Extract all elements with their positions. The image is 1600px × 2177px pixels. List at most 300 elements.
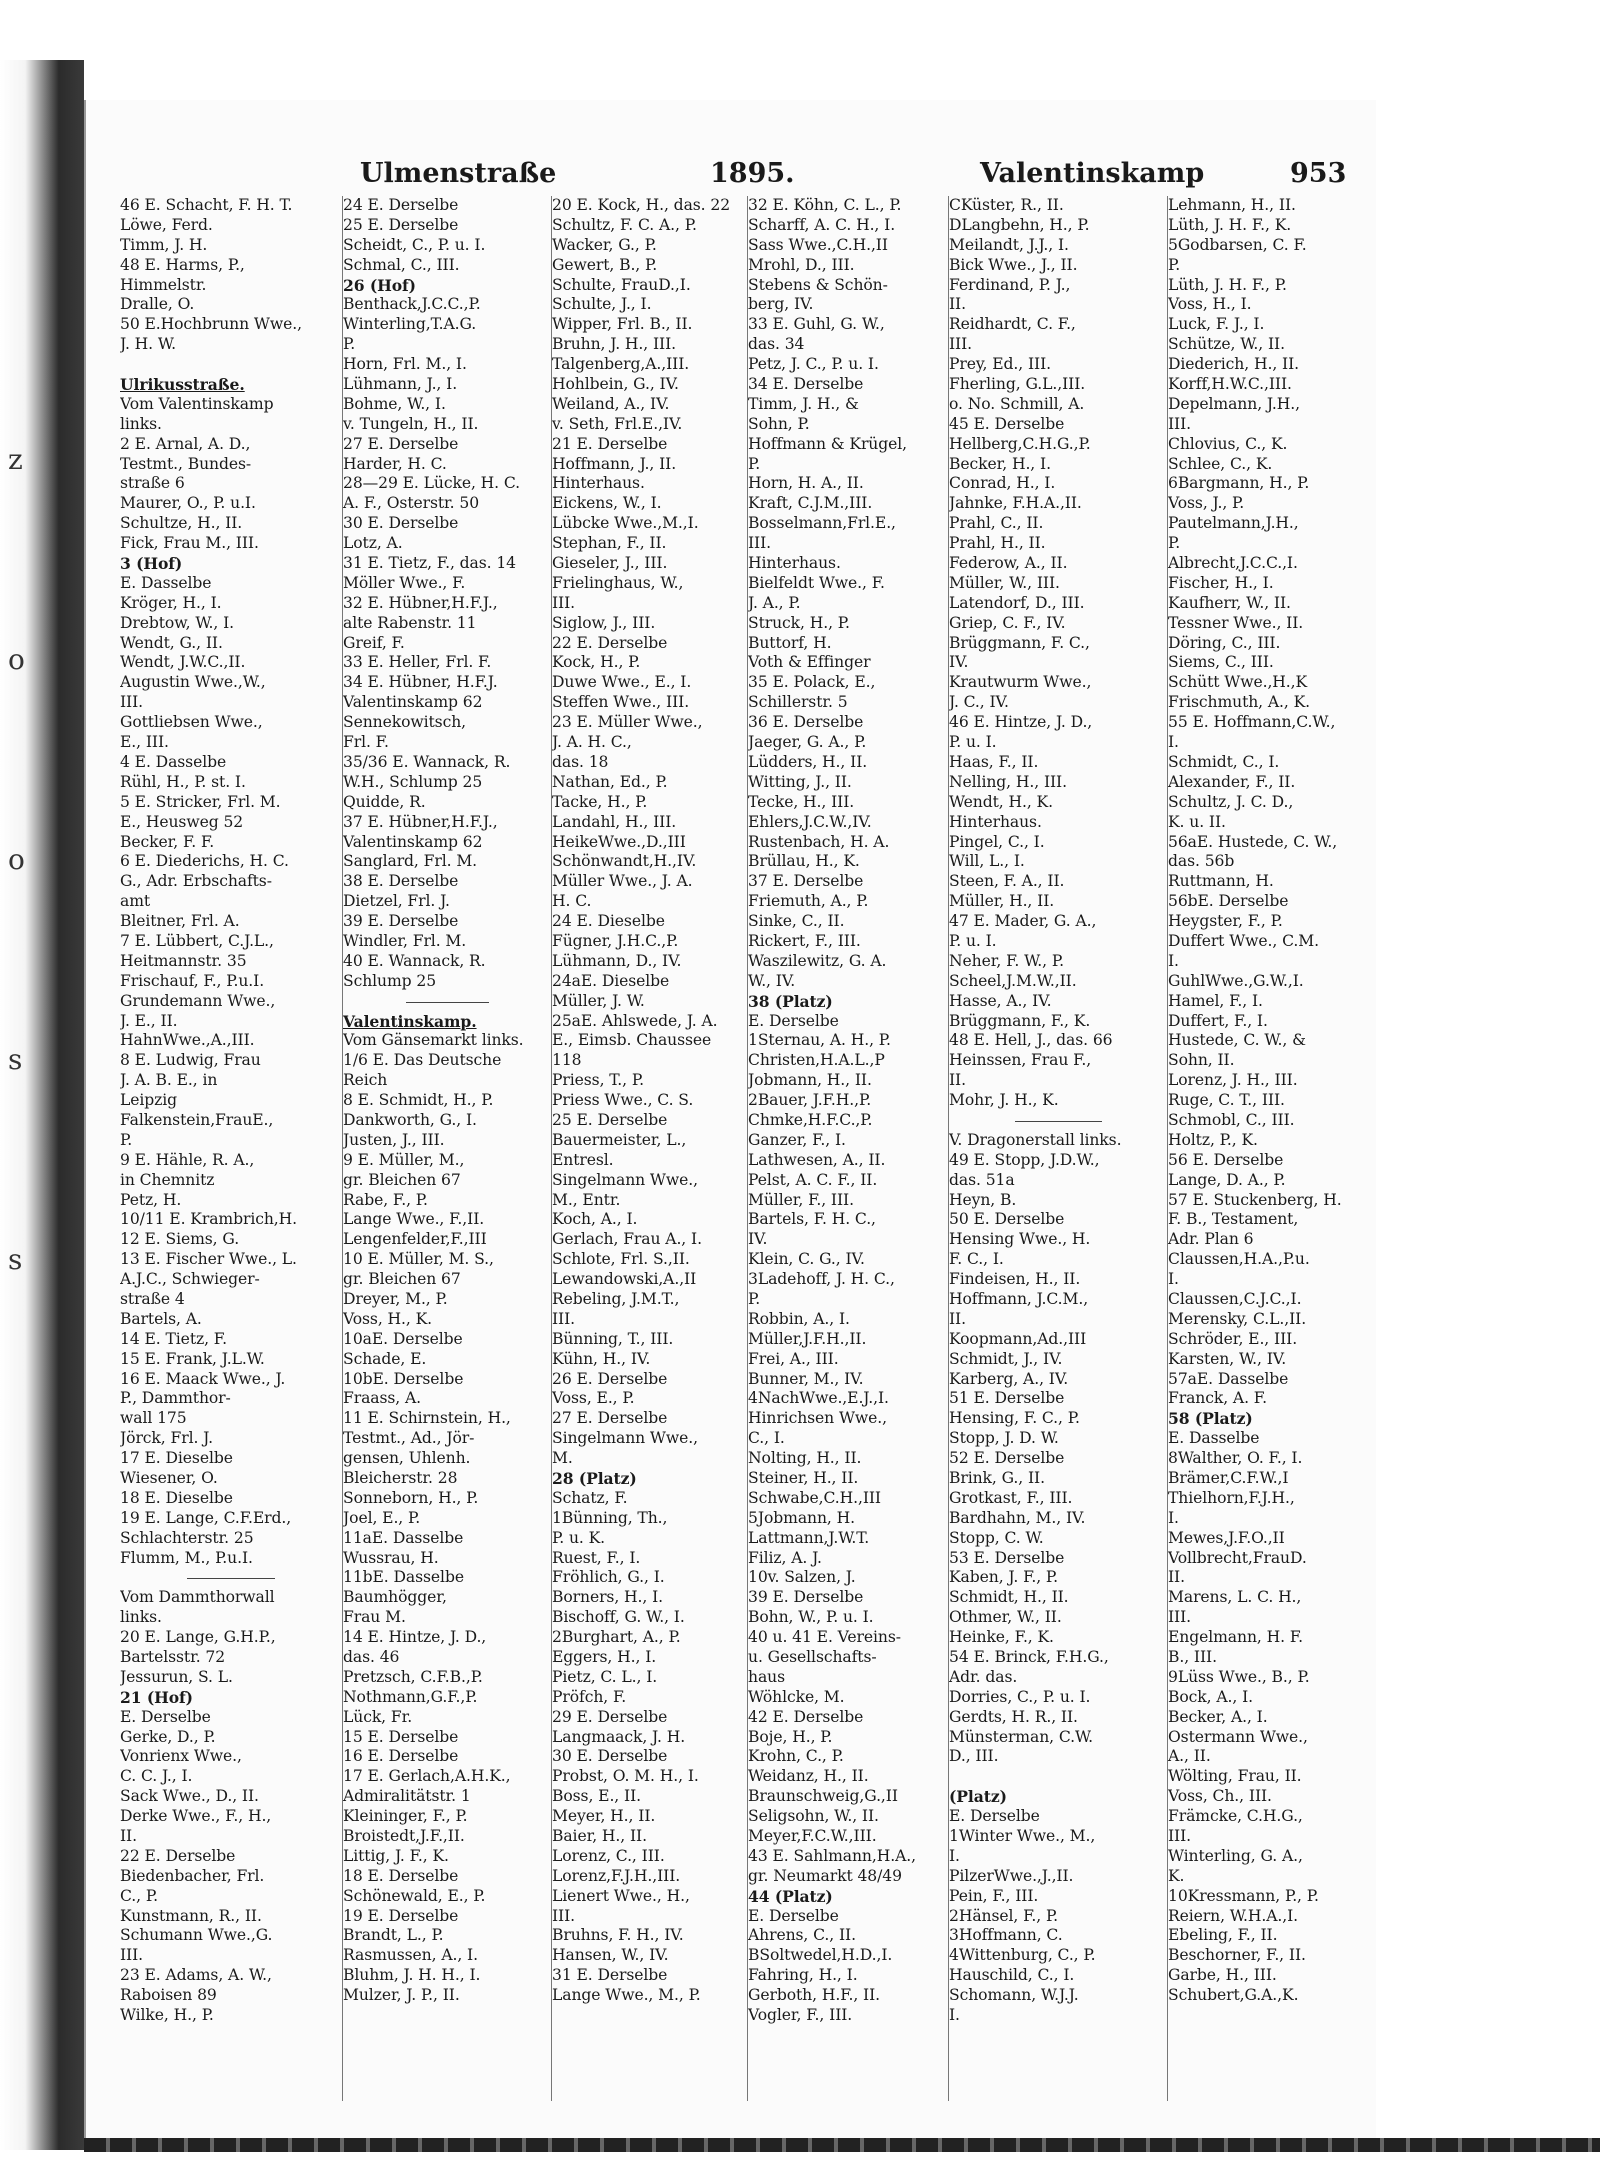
directory-entry: 26 (Hof) [343,275,416,295]
directory-entry: Steen, F. A., II. [949,872,1065,891]
directory-entry: 1/6 E. Das Deutsche [343,1051,502,1070]
directory-entry: 56bE. Derselbe [1168,892,1289,911]
directory-entry: 32 E. Köhn, C. L., P. [748,196,902,214]
directory-entry: Rebeling, J.M.T., [552,1289,680,1308]
directory-entry: Nathan, Ed., P. [552,772,668,791]
directory-entry: Duffert, F., I. [1168,1011,1268,1030]
directory-entry: Weidanz, H., II. [748,1767,869,1786]
directory-entry: Scheidt, C., P. u. I. [343,235,486,254]
directory-entry: J. A. H. C., [552,733,632,752]
directory-entry: P., Dammthor- [120,1389,231,1408]
directory-entry: Gerboth, H.F., II. [748,1986,881,2005]
directory-entry: Weiland, A., IV. [552,394,670,413]
directory-entry: Talgenberg,A.,III. [552,355,690,374]
directory-entry: 20 E. Lange, G.H.P., [120,1628,276,1647]
directory-entry: Fischer, H., I. [1168,573,1274,592]
directory-entry: Tecke, H., III. [748,792,855,811]
directory-entry: 4NachWwe.,E.J.,I. [748,1389,889,1408]
directory-entry: 42 E. Derselbe [748,1707,864,1726]
directory-entry: Eickens, W., I. [552,494,662,513]
directory-entry: Valentinskamp 62 [343,832,483,851]
directory-entry: Sohn, P. [748,414,810,433]
directory-entry: I. [1168,951,1179,970]
directory-entry: 43 E. Sahlmann,H.A., [748,1846,916,1865]
directory-entry: Ganzer, F., I. [748,1130,846,1149]
directory-entry: Hensing Wwe., H. [949,1230,1091,1249]
directory-entry: amt [120,892,151,911]
directory-entry: Lange Wwe., M., P. [552,1986,701,2005]
directory-entry: Kraft, C.J.M.,III. [748,494,873,513]
directory-entry: Testmt., Ad., Jör- [343,1429,475,1448]
directory-entry: P. u. I. [949,733,997,752]
directory-entry: 1Bünning, Th., [552,1508,668,1527]
margin-char: z [8,443,23,476]
directory-entry: Nelling, H., III. [949,772,1067,791]
directory-entry: P. [120,1130,133,1149]
directory-entry: Timm, J. H. [120,235,208,254]
directory-entry: Merensky, C.L.,II. [1168,1309,1307,1328]
directory-entry: 10v. Salzen, J. [748,1568,856,1587]
directory-entry: 35/36 E. Wannack, R. [343,752,511,771]
directory-entry: Pautelmann,J.H., [1168,514,1299,533]
directory-entry: gr. Bleichen 67 [343,1270,461,1289]
directory-entry: 51 E. Derselbe [949,1389,1065,1408]
directory-entry: Himmelstr. [120,275,207,294]
directory-entry: Baumhögger, [343,1588,447,1607]
directory-entry: Lorenz, J. H., III. [1168,1071,1298,1090]
directory-entry: Schmidt, J., IV. [949,1349,1063,1368]
directory-entry: Gerke, D., P. [120,1727,216,1746]
directory-entry: Conrad, H., I. [949,474,1056,493]
directory-entry: 1Sternau, A. H., P. [748,1031,891,1050]
directory-entry: Luck, F. J., I. [1168,315,1265,334]
directory-entry: Bock, A., I. [1168,1687,1253,1706]
directory-entry: Jobmann, H., II. [748,1071,872,1090]
directory-entry: 45 E. Derselbe [949,414,1065,433]
directory-entry: PilzerWwe.,J.,II. [949,1866,1074,1885]
directory-entry: 34 E. Derselbe [748,375,864,394]
directory-entry: 21 (Hof) [120,1687,193,1707]
directory-entry: Schwabe,C.H.,III [748,1488,881,1507]
directory-entry: Wendt, H., K. [949,792,1053,811]
directory-entry: Bartels, F. H. C., [748,1210,876,1229]
directory-entry: 19 E. Lange, C.F.Erd., [120,1508,292,1527]
directory-entry: Becker, F. F. [120,832,215,851]
directory-entry: G., Adr. Erbschafts- [120,872,272,891]
directory-entry: Schade, E. [343,1349,427,1368]
directory-entry: gr. Bleichen 67 [343,1170,461,1189]
directory-entry: III. [120,693,144,712]
directory-entry: III. [120,1946,144,1965]
directory-entry: Chlovius, C., K. [1168,434,1288,453]
directory-entry: Fick, Frau M., III. [120,534,259,553]
directory-entry: Jahnke, F.H.A.,II. [949,494,1082,513]
directory-entry: 11 E. Schirnstein, H., [343,1409,511,1428]
directory-entry: 9 E. Müller, M., [343,1150,465,1169]
directory-entry: 18 E. Dieselbe [120,1488,233,1507]
directory-entry: Schmidt, H., II. [949,1588,1069,1607]
directory-entry: Lühmann, J., I. [343,375,458,394]
directory-entry: Entresl. [552,1150,614,1169]
directory-entry: Bleicherstr. 28 [343,1469,458,1487]
directory-entry: III. [1168,414,1192,433]
directory-entry: Siems, C., III. [1168,653,1274,672]
directory-entry: Borners, H., I. [552,1588,664,1607]
directory-entry: Lehmann, H., II. [1168,196,1296,214]
directory-entry: C. C. J., I. [120,1767,193,1786]
directory-entry: A., II. [1168,1747,1211,1766]
directory-entry: 19 E. Derselbe [343,1906,459,1925]
directory-entry: Petz, H. [120,1190,182,1209]
directory-entry: Wendt, J.W.C.,II. [120,653,246,672]
directory-entry: Greif, F. [343,633,405,652]
right-street-title: Valentinskamp [980,158,1205,189]
directory-entry: Sass Wwe.,C.H.,II [748,235,888,254]
directory-entry: Biedenbacher, Frl. [120,1866,265,1885]
directory-entry: 33 E. Heller, Frl. F. [343,653,492,672]
directory-entry: 31 E. Tietz, F., das. 14 [343,554,517,573]
directory-entry: Braunschweig,G.,II [748,1787,898,1806]
directory-entry: Will, L., I. [949,852,1025,871]
directory-entry: 33 E. Guhl, G. W., [748,315,885,334]
directory-entry: 57 E. Stuckenberg, H. [1168,1190,1342,1209]
directory-entry: das. 46 [343,1648,400,1667]
directory-entry: M., Entr. [552,1190,621,1209]
directory-entry: Schlote, Frl. S.,II. [552,1250,690,1269]
section-divider [949,1111,1168,1131]
directory-entry: Boje, H., P. [748,1727,833,1746]
directory-entry: 10aE. Derselbe [343,1329,463,1348]
directory-entry: Pretzsch, C.F.B.,P. [343,1667,483,1686]
directory-entry: 3Hoffmann, C. [949,1926,1063,1945]
directory-entry: 21 E. Derselbe [552,434,668,453]
directory-entry: 17 E. Gerlach,A.H.K., [343,1767,511,1786]
directory-entry: Rasmussen, A., I. [343,1946,478,1965]
directory-entry: Duwe Wwe., E., I. [552,673,692,692]
directory-entry: gr. Neumarkt 48/49 [748,1866,902,1885]
directory-entry: Lüdders, H., II. [748,752,868,771]
directory-entry: 25 E. Derselbe [552,1110,668,1129]
directory-entry: Lorenz, C., III. [552,1846,665,1865]
directory-entry: P. [1168,534,1181,553]
directory-entry: Baier, H., II. [552,1827,647,1846]
directory-entry: Franck, A. F. [1168,1389,1267,1408]
directory-entry: HeikeWwe.,D.,III [552,832,686,851]
directory-entry: Testmt., Bundes- [120,454,252,473]
directory-entry: Tacke, H., P. [552,792,648,811]
directory-entry: 118 [552,1051,582,1070]
directory-entry: Heinke, F., K. [949,1628,1054,1647]
directory-entry: Heitmannstr. 35 [120,951,247,970]
directory-entry: Lüth, J. H. F., K. [1168,215,1292,234]
directory-entry: 23 E. Müller Wwe., [552,713,703,732]
directory-entry: 56 E. Derselbe [1168,1150,1284,1169]
directory-entry: Alexander, F., II. [1168,772,1296,791]
directory-entry: Jessurun, S. L. [120,1667,233,1686]
directory-entry: Stopp, C. W. [949,1528,1044,1547]
directory-entry: Beschorner, F., II. [1168,1946,1306,1965]
directory-entry: Kröger, H., I. [120,593,222,612]
directory-entry: 50 E.Hochbrunn Wwe., [120,315,302,334]
directory-entry: Vom Valentinskamp [120,394,274,413]
directory-entry: Rabe, F., P. [343,1190,428,1209]
directory-entry: 6 E. Diederichs, H. C. [120,852,289,871]
directory-entry: Dralle, O. [120,295,195,314]
directory-entry: Robbin, A., I. [748,1309,850,1328]
directory-entry: 36 E. Derselbe [748,713,864,732]
directory-entry: Langmaack, J. H. [552,1727,686,1746]
directory-entry: Fherling, G.L.,III. [949,375,1086,394]
scan-bottom-edge [84,2138,1600,2152]
section-divider [343,992,552,1012]
directory-entry: Horn, H. A., II. [748,474,864,493]
directory-entry [120,355,342,375]
directory-entry: 15 E. Derselbe [343,1727,459,1746]
directory-entry: Voss, H., K. [343,1309,433,1328]
directory-entry: Schmidt, C., I. [1168,752,1280,771]
directory-entry: 8Walther, O. F., I. [1168,1449,1303,1468]
directory-entry: Adr. Plan 6 [1168,1230,1254,1249]
directory-entry: 58 (Platz) [1168,1409,1253,1429]
directory-entry: HahnWwe.,A.,III. [120,1031,255,1050]
directory-entry: J. E., II. [120,1011,178,1030]
directory-entry: Steiner, H., II. [748,1469,859,1487]
directory-entry: Quidde, R. [343,792,426,811]
directory-entry: Meilandt, J.J., I. [949,235,1069,254]
directory-entry: 26 E. Derselbe [552,1369,668,1388]
directory-entry: Wipper, Frl. B., II. [552,315,693,334]
directory-entry: Becker, A., I. [1168,1707,1268,1726]
directory-entry: Priess, T., P. [552,1071,644,1090]
directory-entry: Reidhardt, C. F., [949,315,1076,334]
directory-entry: 28—29 E. Lücke, H. C. [343,474,520,493]
directory-entry: Ostermann Wwe., [1168,1727,1308,1746]
directory-entry: Haas, F., II. [949,752,1039,771]
directory-entry: 40 E. Wannack, R. [343,951,486,970]
directory-entry: Hansen, W., IV. [552,1946,669,1965]
directory-entry: Hinterhaus. [949,812,1042,831]
directory-entry: Valentinskamp 62 [343,693,483,712]
directory-entry: Schatz, F. [552,1488,628,1507]
directory-entry: 4Wittenburg, C., P. [949,1946,1096,1965]
directory-entry: Engelmann, H. F. [1168,1628,1303,1647]
directory-entry: Bielfeldt Wwe., F. [748,573,885,592]
directory-entry: Christen,H.A.L.,P [748,1051,885,1070]
directory-entry: in Chemnitz [120,1170,215,1189]
directory-entry: 13 E. Fischer Wwe., L. [120,1250,297,1269]
directory-entry: Thielhorn,F.J.H., [1168,1488,1295,1507]
directory-entry: Karsten, W., IV. [1168,1349,1287,1368]
directory-entry: Scharff, A. C. H., I. [748,215,896,234]
directory-entry: Bluhm, J. H. H., I. [343,1966,481,1985]
directory-entry: wall 175 [120,1409,187,1428]
directory-entry: Lotz, A. [343,534,403,553]
directory-entry: alte Rabenstr. 11 [343,613,477,632]
directory-entry: Leipzig [120,1091,178,1110]
directory-entry: W.H., Schlump 25 [343,772,483,791]
directory-entry: Dreyer, M., P. [343,1289,448,1308]
directory-entry: 30 E. Derselbe [552,1747,668,1766]
directory-entry: das. 56b [1168,852,1235,871]
directory-entry: D., III. [949,1747,999,1766]
directory-entry: 20 E. Kock, H., das. 22 [552,196,731,214]
directory-entry: Lüth, J. H. F., P. [1168,275,1287,294]
directory-entry: P. [1168,255,1181,274]
directory-entry: Dorries, C., P. u. I. [949,1687,1091,1706]
directory-entry: Gerdts, H. R., II. [949,1707,1078,1726]
directory-entry: E. Dasselbe [1168,1429,1260,1448]
directory-entry: Müller, H., II. [949,892,1055,911]
directory-entry: Grotkast, F., III. [949,1488,1073,1507]
directory-entry: Sohn, II. [1168,1051,1235,1070]
directory-entry: Claussen,C.J.C.,I. [1168,1289,1302,1308]
directory-entry: Becker, H., I. [949,454,1051,473]
directory-entry: Raboisen 89 [120,1986,217,2005]
directory-entry: Brüggmann, F. C., [949,633,1090,652]
directory-entry: Kaufherr, W., II. [1168,593,1291,612]
directory-entry: Müller, F., III. [748,1190,854,1209]
directory-entry: 11aE. Dasselbe [343,1528,464,1547]
directory-entry: Bosselmann,Frl.E., [748,514,896,533]
directory-entry: 24 E. Dieselbe [552,912,665,931]
directory-entry: 56aE. Hustede, C. W., [1168,832,1338,851]
directory-entry: 28 (Platz) [552,1469,637,1488]
directory-entry: 46 E. Schacht, F. H. T. [120,196,293,214]
directory-entry: Grundemann Wwe., [120,991,276,1010]
directory-entry: Griep, C. F., IV. [949,613,1066,632]
directory-entry: Nolting, H., II. [748,1449,862,1468]
directory-entry [949,1767,1168,1787]
directory-column-1 [120,196,342,2101]
directory-entry: Lühmann, D., IV. [552,951,682,970]
directory-entry: Buttorf, H. [748,633,832,652]
directory-entry: Littig, J. F., K. [343,1846,449,1865]
directory-entry: E. Derselbe [748,1011,839,1030]
directory-entry: 39 E. Derselbe [748,1588,864,1607]
directory-entry: straße 6 [120,474,185,493]
directory-entry: Sonneborn, H., P. [343,1488,479,1507]
directory-entry: Schröder, E., III. [1168,1329,1298,1348]
directory-entry: Scheel,J.M.W.,II. [949,971,1077,990]
directory-entry: J. A. B. E., in [120,1071,218,1090]
directory-entry: P. [343,335,356,354]
directory-entry: Hohlbein, G., IV. [552,375,679,394]
directory-entry: Sack Wwe., D., II. [120,1787,259,1806]
directory-entry: 55 E. Hoffmann,C.W., [1168,713,1336,732]
directory-entry: III. [552,1906,576,1925]
directory-entry: Depelmann, J.H., [1168,394,1300,413]
directory-entry: 27 E. Derselbe [552,1409,668,1428]
directory-entry: Bick Wwe., J., II. [949,255,1078,274]
directory-entry: 10 E. Müller, M. S., [343,1250,494,1269]
directory-entry: Kunstmann, R., II. [120,1906,262,1925]
directory-entry: 3 (Hof) [120,554,183,574]
directory-entry: Brüllau, H., K. [748,852,860,871]
directory-entry: 40 u. 41 E. Vereins- [748,1628,901,1647]
directory-entry: Meyer,F.C.W.,III. [748,1827,877,1846]
directory-entry: 49 E. Stopp, J.D.W., [949,1150,1100,1169]
directory-entry: Broistedt,J.F.,II. [343,1827,465,1846]
directory-entry: Schubert,G.A.,K. [1168,1986,1299,2005]
directory-entry: Hinterhaus. [748,554,841,573]
directory-entry: III. [552,593,576,612]
directory-entry: I. [949,2006,960,2025]
directory-entry: Klein, C. G., IV. [748,1250,865,1269]
directory-entry: 11bE. Dasselbe [343,1568,464,1587]
directory-entry: das. 51a [949,1170,1015,1189]
directory-entry: P. u. K. [552,1528,606,1547]
directory-entry: Bleitner, Frl. A. [120,912,240,931]
directory-entry: Hauschild, C., I. [949,1966,1075,1985]
directory-entry: E., III. [120,733,169,752]
directory-entry: links. [120,1608,162,1627]
directory-entry: Federow, A., II. [949,554,1068,573]
directory-entry: 37 E. Derselbe [748,872,864,891]
directory-entry: 15 E. Frank, J.L.W. [120,1349,265,1368]
directory-entry: Müller,J.F.H.,II. [748,1329,867,1348]
page-header [360,158,1347,198]
directory-entry: Bohme, W., I. [343,394,446,413]
directory-entry: Lathwesen, A., II. [748,1150,886,1169]
directory-entry: Wölting, Frau, II. [1168,1767,1302,1786]
directory-entry: 34 E. Hübner, H.F.J. [343,673,498,692]
directory-entry: Frau M. [343,1608,406,1627]
directory-entry: Hinterhaus. [552,474,645,493]
directory-entry: 10/11 E. Krambrich,H. [120,1210,297,1229]
directory-entry: Vollbrecht,FrauD. [1168,1548,1307,1567]
directory-entry: Probst, O. M. H., I. [552,1767,699,1786]
directory-entry: II. [949,295,966,314]
directory-entry: II. [120,1827,137,1846]
directory-entry: Prahl, C., II. [949,514,1044,533]
directory-entry: Ahrens, C., II. [748,1926,856,1945]
directory-entry: Windler, Frl. M. [343,931,467,950]
directory-entry: Schönewald, E., P. [343,1886,486,1905]
directory-entry: Krohn, C., P. [748,1747,844,1766]
directory-entry: Timm, J. H., & [748,394,859,413]
directory-entry: Singelmann Wwe., [552,1170,698,1189]
directory-entry: E. Derselbe [748,1906,839,1925]
directory-entry: Pein, F., III. [949,1886,1039,1905]
directory-entry: 7 E. Lübbert, C.J.L., [120,931,274,950]
directory-entry: B., III. [1168,1648,1217,1667]
directory-entry: Prey, Ed., III. [949,355,1051,374]
directory-entry: Meyer, H., II. [552,1807,656,1826]
directory-entry: Othmer, W., II. [949,1608,1062,1627]
directory-entry: DLangbehn, H., P. [949,215,1090,234]
directory-entry: 38 E. Derselbe [343,872,459,891]
directory-entry: Schomann, W.J.J. [949,1986,1079,2005]
directory-entry: Schlachterstr. 25 [120,1528,254,1547]
directory-entry: W., IV. [748,971,796,990]
directory-entry: Adr. das. [949,1667,1018,1686]
directory-entry: Müller Wwe., J. A. [552,872,693,891]
directory-entry: Drebtow, W., I. [120,613,235,632]
directory-entry: 46 E. Hintze, J. D., [949,713,1093,732]
directory-entry: 5Jobmann, H. [748,1508,855,1527]
directory-entry: Fahring, H., I. [748,1966,858,1985]
directory-entry: I. [1168,1508,1179,1527]
directory-entry: 29 E. Derselbe [552,1707,668,1726]
directory-entry: Derke Wwe., F., H., [120,1807,272,1826]
directory-entry: Kock, H., P. [552,653,641,672]
directory-entry: u. Gesellschafts- [748,1648,877,1667]
directory-entry: Lattmann,J.W.T. [748,1528,870,1547]
directory-entry: Gewert, B., P. [552,255,658,274]
directory-entry: Singelmann Wwe., [552,1429,698,1448]
directory-entry: 1Winter Wwe., M., [949,1827,1096,1846]
directory-entry: Ruge, C. T., III. [1168,1091,1285,1110]
